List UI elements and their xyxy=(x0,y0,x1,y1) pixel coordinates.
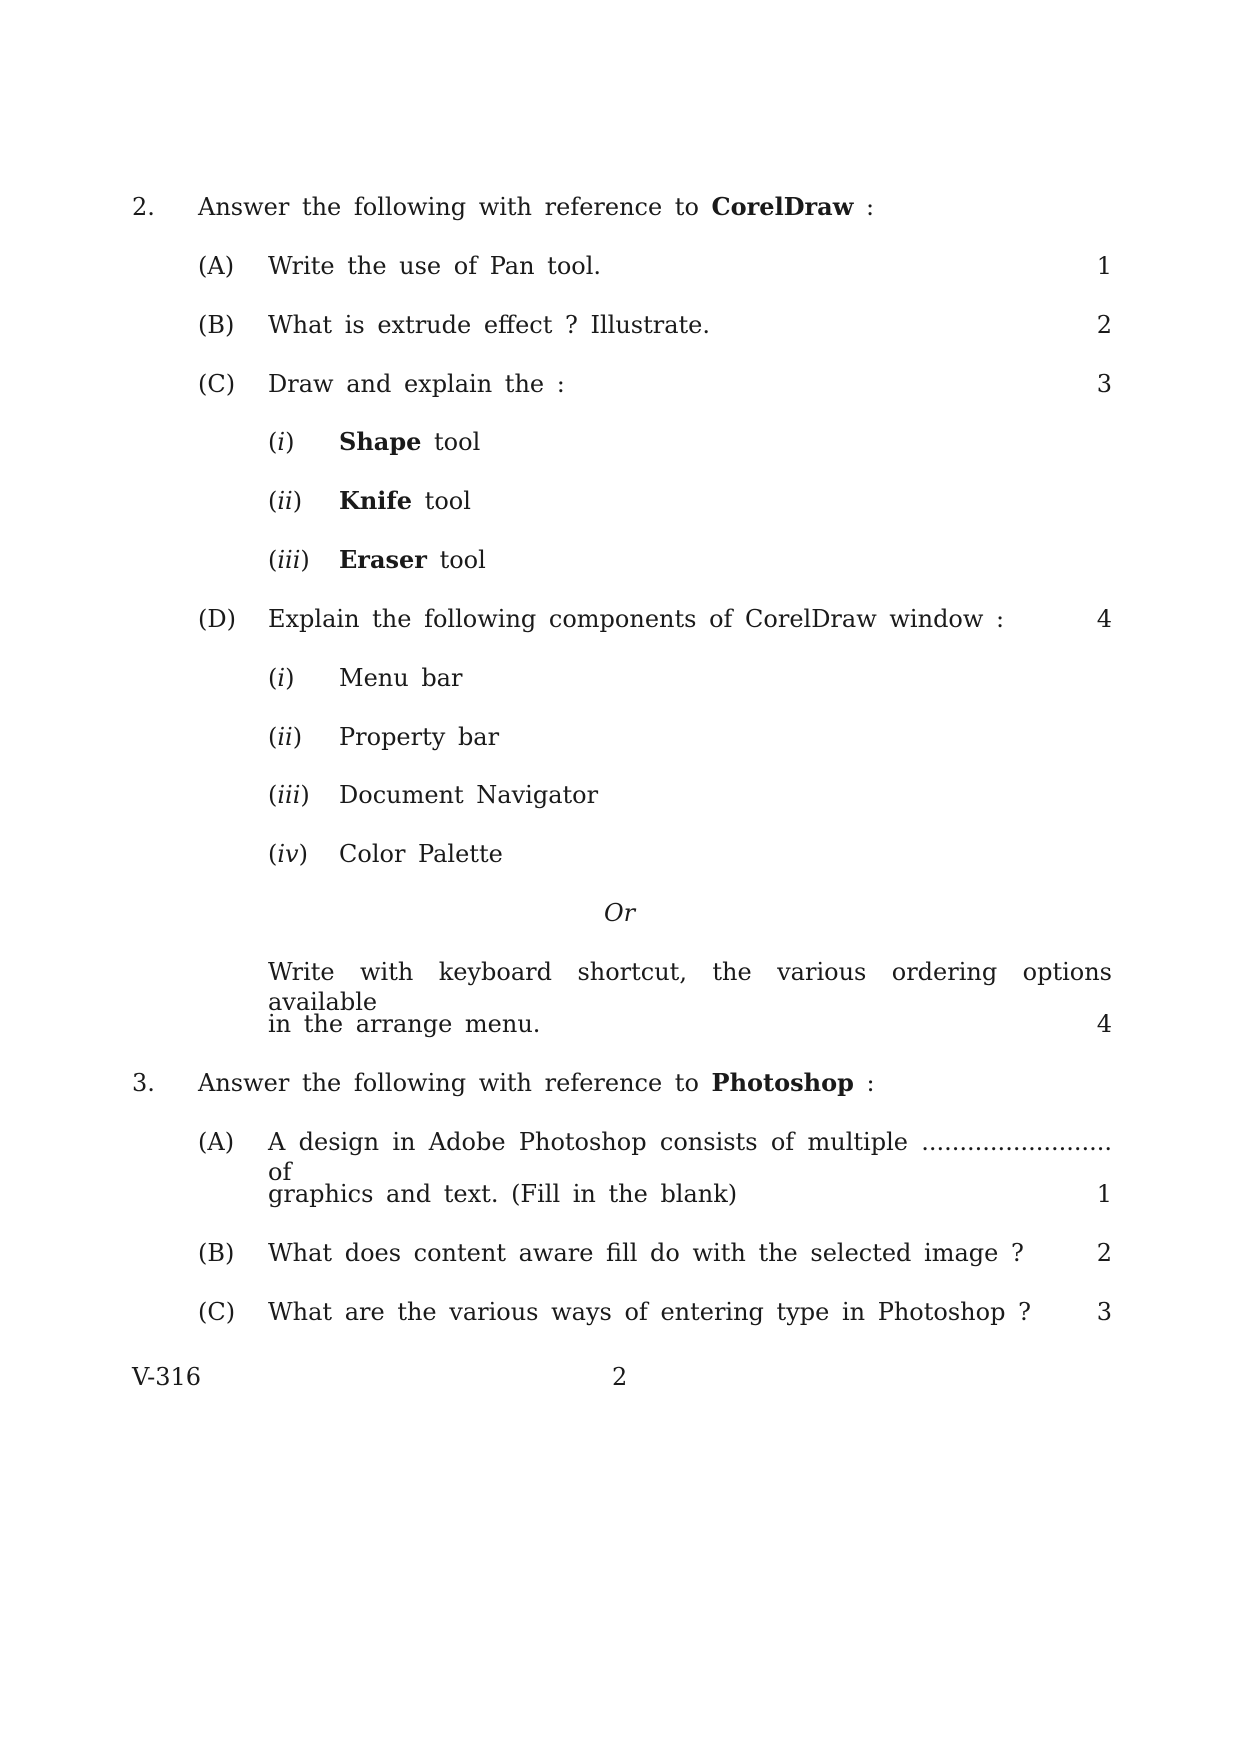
sub-item: Shape tool xyxy=(339,427,481,456)
part-text: graphics and text. (Fill in the blank) xyxy=(268,1180,738,1208)
question-colon: : xyxy=(866,1069,875,1097)
question-number: 3. xyxy=(132,1069,155,1097)
part-label: (C) xyxy=(198,370,236,398)
roman-numeral: (iii) xyxy=(268,546,310,574)
part-marks: 3 xyxy=(1096,370,1112,398)
question-subject: Photoshop xyxy=(711,1068,854,1097)
sub-item: Color Palette xyxy=(339,840,503,868)
roman-numeral: (i) xyxy=(268,664,295,692)
part-marks: 4 xyxy=(1096,605,1112,633)
part-marks: 3 xyxy=(1096,1298,1112,1326)
part-label: (A) xyxy=(198,252,235,280)
roman-numeral: (i) xyxy=(268,428,295,456)
part-marks: 4 xyxy=(1096,1010,1112,1038)
part-text: A design in Adobe Photoshop consists of multiple ......................... of xyxy=(268,1128,1112,1186)
part-marks: 1 xyxy=(1096,252,1112,280)
part-text: Explain the following components of CorelDraw window : xyxy=(268,605,1005,633)
sub-item: Menu bar xyxy=(339,664,463,692)
sub-item: Eraser tool xyxy=(339,545,486,574)
question-intro: Answer the following with reference to xyxy=(198,193,699,221)
question-colon: : xyxy=(866,193,875,221)
part-label: (D) xyxy=(198,605,236,633)
or-divider: Or xyxy=(604,899,636,927)
or-question-text: Write with keyboard shortcut, the various ordering options available xyxy=(268,958,1112,1016)
part-label: (B) xyxy=(198,311,235,339)
part-text: What is extrude effect ? Illustrate. xyxy=(268,311,711,339)
sub-item: Document Navigator xyxy=(339,781,599,809)
page-number: 2 xyxy=(612,1363,628,1391)
part-text: Write the use of Pan tool. xyxy=(268,252,602,280)
part-label: (C) xyxy=(198,1298,236,1326)
question-heading xyxy=(198,1068,875,1098)
roman-numeral: (ii) xyxy=(268,487,303,515)
part-text: Draw and explain the : xyxy=(268,370,565,398)
or-question-text: in the arrange menu. xyxy=(268,1010,541,1038)
roman-numeral: (ii) xyxy=(268,723,303,751)
part-marks: 2 xyxy=(1096,1239,1112,1267)
part-text: What are the various ways of entering type in Photoshop ? xyxy=(268,1298,1031,1326)
part-label: (A) xyxy=(198,1128,235,1156)
part-text: What does content aware fill do with the selected image ? xyxy=(268,1239,1024,1267)
part-label: (B) xyxy=(198,1239,235,1267)
part-marks: 1 xyxy=(1096,1180,1112,1208)
question-heading xyxy=(198,192,874,222)
sub-item: Property bar xyxy=(339,723,500,751)
question-number: 2. xyxy=(132,193,155,221)
part-marks: 2 xyxy=(1096,311,1112,339)
roman-numeral: (iv) xyxy=(268,840,308,868)
sub-item: Knife tool xyxy=(339,486,471,515)
roman-numeral: (iii) xyxy=(268,781,310,809)
question-intro: Answer the following with reference to xyxy=(198,1069,699,1097)
question-subject: CorelDraw xyxy=(711,192,854,221)
paper-code: V-316 xyxy=(132,1363,202,1391)
